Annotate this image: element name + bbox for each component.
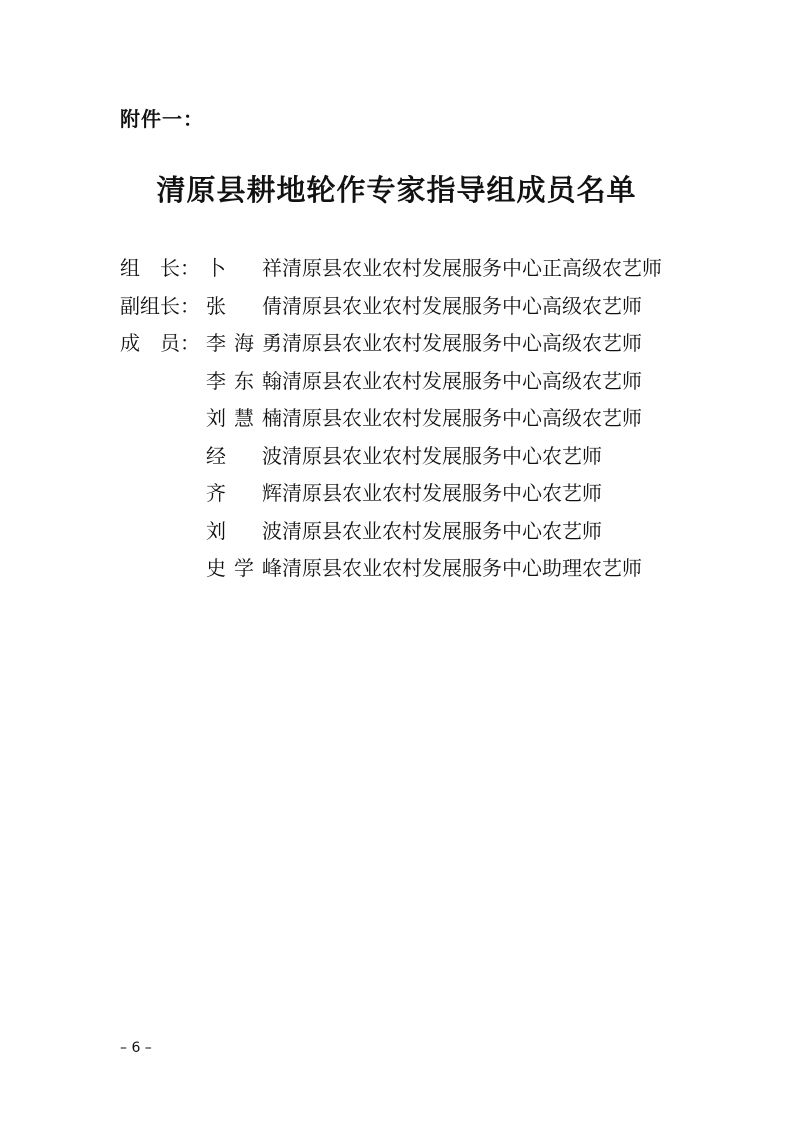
roster-row-member — [120, 325, 680, 363]
member-name: 李海勇 — [206, 331, 282, 355]
member-name: 刘慧楠 — [206, 406, 282, 430]
attachment-label: 附件一： — [120, 107, 204, 131]
member-name: 刘 波 — [206, 518, 282, 543]
member-name: 卜 祥 — [206, 256, 282, 280]
member-affiliation: 清原县农业农村发展服务中心正高级农艺师 — [282, 256, 662, 280]
member-affiliation: 清原县农业农村发展服务中心助理农艺师 — [282, 556, 642, 580]
roster-row-member — [120, 513, 680, 551]
member-name: 齐 辉 — [206, 481, 282, 505]
member-affiliation: 清原县农业农村发展服务中心农艺师 — [282, 481, 602, 505]
page-number: – 6 – — [120, 1040, 152, 1056]
member-affiliation: 清原县农业农村发展服务中心高级农艺师 — [282, 368, 642, 393]
roster-row-leader — [120, 250, 680, 288]
roster-row-member — [120, 363, 680, 401]
role-label: 成 员： — [120, 331, 200, 355]
role-label: 副组长： — [120, 293, 200, 318]
role-label: 组 长： — [120, 256, 200, 280]
member-affiliation: 清原县农业农村发展服务中心农艺师 — [282, 443, 602, 468]
member-name: 李东翰 — [206, 368, 282, 393]
member-name: 史学峰 — [206, 556, 282, 580]
member-roster — [120, 250, 680, 588]
roster-row-member — [120, 438, 680, 476]
member-affiliation: 清原县农业农村发展服务中心高级农艺师 — [282, 406, 642, 430]
member-name: 经 波 — [206, 443, 282, 468]
member-name: 张 倩 — [206, 293, 282, 318]
member-affiliation: 清原县农业农村发展服务中心农艺师 — [282, 518, 602, 543]
roster-row-member — [120, 550, 680, 588]
roster-row-deputy-leader — [120, 288, 680, 326]
member-affiliation: 清原县农业农村发展服务中心高级农艺师 — [282, 331, 642, 355]
document-title: 清原县耕地轮作专家指导组成员名单 — [156, 173, 637, 207]
roster-row-member — [120, 400, 680, 438]
roster-row-member — [120, 475, 680, 513]
member-affiliation: 清原县农业农村发展服务中心高级农艺师 — [282, 293, 642, 318]
